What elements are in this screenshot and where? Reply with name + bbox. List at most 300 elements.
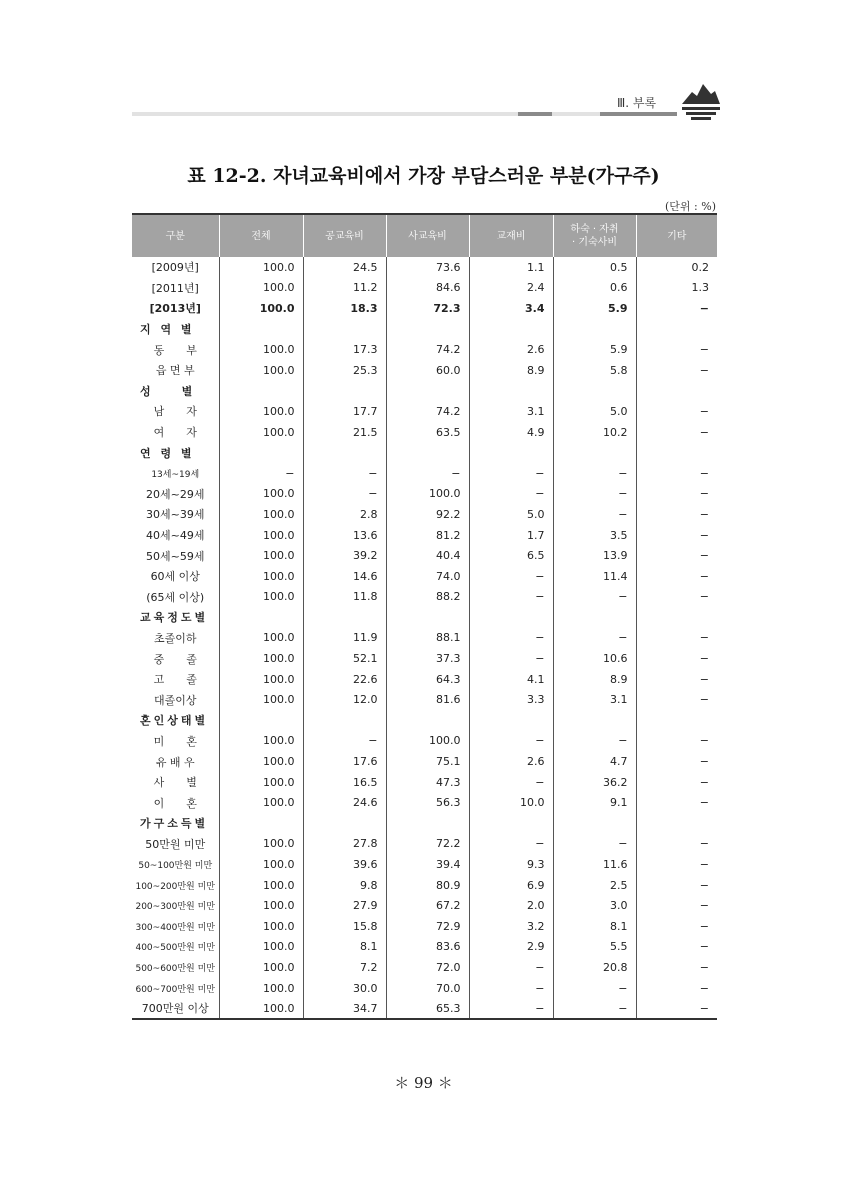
- table-row: [132, 628, 717, 649]
- section-row: [132, 710, 717, 731]
- table-cell: 100.0: [219, 545, 303, 566]
- table-cell: 0.2: [636, 257, 717, 278]
- table-cell: 100.0: [219, 566, 303, 587]
- table-cell: −: [636, 545, 717, 566]
- table-cell: 65.3: [386, 998, 469, 1019]
- section-row: [132, 381, 717, 402]
- table-cell: 100.0: [219, 339, 303, 360]
- table-cell: 72.9: [386, 916, 469, 937]
- table-cell: 100.0: [219, 854, 303, 875]
- table-cell: [469, 607, 553, 628]
- table-cell: 17.6: [303, 751, 386, 772]
- table-cell: [219, 813, 303, 834]
- table-cell: 100.0: [219, 998, 303, 1019]
- table-cell: 100.0: [386, 484, 469, 505]
- table-cell: 13.9: [553, 545, 636, 566]
- row-label: 400~500만원 미만: [135, 943, 216, 954]
- table-cell: −: [219, 463, 303, 484]
- table-cell: −: [553, 463, 636, 484]
- section-label: 성 별: [140, 384, 196, 398]
- table-cell: −: [303, 463, 386, 484]
- row-label: 남 자: [153, 405, 197, 419]
- table-cell: 84.6: [386, 278, 469, 299]
- row-label: 유 배 우: [155, 755, 195, 769]
- table-cell: 15.8: [303, 916, 386, 937]
- table-cell: [553, 319, 636, 340]
- table-row: [132, 401, 717, 422]
- row-label: 이 혼: [153, 796, 197, 810]
- table-cell: 8.9: [469, 360, 553, 381]
- table-cell: 100.0: [219, 628, 303, 649]
- table-cell: 8.9: [553, 669, 636, 690]
- table-cell: 21.5: [303, 422, 386, 443]
- table-cell: −: [636, 916, 717, 937]
- row-label: 50만원 미만: [145, 837, 206, 851]
- row-label: [2009년]: [151, 261, 199, 275]
- column-header: 구분: [132, 214, 219, 257]
- table-cell: [636, 319, 717, 340]
- table-cell: 100.0: [219, 689, 303, 710]
- row-label: 미 혼: [153, 734, 197, 748]
- table-cell: 0.6: [553, 278, 636, 299]
- table-cell: −: [469, 463, 553, 484]
- table-cell: −: [636, 298, 717, 319]
- table-cell: [469, 319, 553, 340]
- table-cell: [386, 319, 469, 340]
- table-cell: 73.6: [386, 257, 469, 278]
- table-cell: −: [636, 998, 717, 1019]
- table-row: [132, 648, 717, 669]
- table-row: [132, 422, 717, 443]
- running-head: Ⅲ. 부록: [617, 96, 657, 110]
- column-header: 전체: [219, 214, 303, 257]
- table-cell: [469, 710, 553, 731]
- table-cell: 100.0: [219, 937, 303, 958]
- table-row: [132, 978, 717, 999]
- table-cell: 14.6: [303, 566, 386, 587]
- table-cell: 75.1: [386, 751, 469, 772]
- table-cell: 37.3: [386, 648, 469, 669]
- header-rule: [132, 112, 677, 116]
- table-cell: [303, 710, 386, 731]
- table-row: [132, 484, 717, 505]
- table-cell: 2.9: [469, 937, 553, 958]
- table-cell: −: [636, 689, 717, 710]
- row-label: 고 졸: [153, 673, 197, 687]
- table-cell: [219, 442, 303, 463]
- table-cell: −: [553, 731, 636, 752]
- table-cell: 100.0: [386, 731, 469, 752]
- table-cell: 72.3: [386, 298, 469, 319]
- table-cell: −: [636, 401, 717, 422]
- table-cell: [303, 381, 386, 402]
- table-cell: 10.0: [469, 792, 553, 813]
- table-cell: 2.5: [553, 875, 636, 896]
- table-cell: −: [469, 978, 553, 999]
- table-row: [132, 339, 717, 360]
- table-cell: 60.0: [386, 360, 469, 381]
- table-cell: −: [636, 628, 717, 649]
- table-cell: 27.9: [303, 895, 386, 916]
- section-row: [132, 442, 717, 463]
- table-cell: [553, 442, 636, 463]
- section-label: 지 역 별: [140, 323, 195, 337]
- table-cell: 92.2: [386, 504, 469, 525]
- table-body: [132, 257, 717, 1019]
- row-label: 30세~39세: [146, 508, 205, 522]
- table-cell: 17.3: [303, 339, 386, 360]
- table-cell: [636, 607, 717, 628]
- table-cell: 4.7: [553, 751, 636, 772]
- data-table: [132, 213, 717, 1020]
- section-row: [132, 813, 717, 834]
- table-cell: −: [636, 360, 717, 381]
- table-cell: [303, 319, 386, 340]
- table-cell: −: [636, 339, 717, 360]
- table-cell: 5.0: [553, 401, 636, 422]
- table-cell: 100.0: [219, 484, 303, 505]
- table-cell: 18.3: [303, 298, 386, 319]
- table-cell: 6.5: [469, 545, 553, 566]
- table-cell: 1.7: [469, 525, 553, 546]
- table-cell: 11.8: [303, 587, 386, 608]
- table-row: [132, 772, 717, 793]
- table-cell: [303, 442, 386, 463]
- table-cell: 100.0: [219, 772, 303, 793]
- table-title: 표 12-2. 자녀교육비에서 가장 부담스러운 부분(가구주): [187, 165, 660, 187]
- table-row: [132, 587, 717, 608]
- table-cell: 80.9: [386, 875, 469, 896]
- table-cell: 11.6: [553, 854, 636, 875]
- column-header: 사교육비: [386, 214, 469, 257]
- table-row: [132, 463, 717, 484]
- table-cell: [303, 607, 386, 628]
- table-cell: [636, 381, 717, 402]
- row-label: 초졸이하: [153, 631, 197, 645]
- unit-note: (단위 : %): [665, 200, 716, 213]
- table-cell: 74.2: [386, 401, 469, 422]
- table-cell: 3.1: [553, 689, 636, 710]
- table-cell: 5.0: [469, 504, 553, 525]
- section-label: 교육정도별: [140, 611, 209, 625]
- row-label: (65세 이상): [146, 590, 205, 604]
- table-cell: 24.6: [303, 792, 386, 813]
- table-row: [132, 957, 717, 978]
- table-cell: 11.4: [553, 566, 636, 587]
- table-cell: 88.1: [386, 628, 469, 649]
- table-cell: [219, 381, 303, 402]
- table-cell: 3.3: [469, 689, 553, 710]
- table-cell: 25.3: [303, 360, 386, 381]
- table-cell: 3.2: [469, 916, 553, 937]
- table-cell: [553, 381, 636, 402]
- table-row: [132, 937, 717, 958]
- row-label: 40세~49세: [146, 529, 205, 543]
- header-rule-accent: [600, 112, 677, 116]
- table-cell: 100.0: [219, 916, 303, 937]
- table-cell: 63.5: [386, 422, 469, 443]
- table-cell: 8.1: [553, 916, 636, 937]
- table-cell: 12.0: [303, 689, 386, 710]
- table-cell: 9.1: [553, 792, 636, 813]
- section-label: 연 령 별: [140, 446, 195, 460]
- table-cell: −: [303, 731, 386, 752]
- table-cell: 11.2: [303, 278, 386, 299]
- table-cell: 100.0: [219, 525, 303, 546]
- table-cell: −: [636, 525, 717, 546]
- table-row: [132, 875, 717, 896]
- table-cell: 16.5: [303, 772, 386, 793]
- table-row: [132, 854, 717, 875]
- table-cell: 30.0: [303, 978, 386, 999]
- table-cell: [469, 442, 553, 463]
- table-cell: 22.6: [303, 669, 386, 690]
- row-label: 100~200만원 미만: [135, 881, 216, 892]
- table-cell: [303, 813, 386, 834]
- table-cell: −: [636, 854, 717, 875]
- table-row: [132, 834, 717, 855]
- table-row: [132, 298, 717, 319]
- table-cell: −: [469, 731, 553, 752]
- table-row: [132, 731, 717, 752]
- table-cell: −: [386, 463, 469, 484]
- table-cell: −: [636, 978, 717, 999]
- table-cell: −: [636, 463, 717, 484]
- page-number: ＊ 99 ＊: [394, 1074, 453, 1092]
- table-cell: 8.1: [303, 937, 386, 958]
- row-label: 500~600만원 미만: [135, 963, 216, 974]
- table-cell: 6.9: [469, 875, 553, 896]
- table-row: [132, 360, 717, 381]
- table-cell: 67.2: [386, 895, 469, 916]
- table-cell: −: [636, 731, 717, 752]
- table-cell: −: [469, 566, 553, 587]
- table-cell: [386, 813, 469, 834]
- row-label: 동 부: [153, 343, 197, 357]
- table-cell: 20.8: [553, 957, 636, 978]
- header-rule-accent: [518, 112, 552, 116]
- table-cell: 72.0: [386, 957, 469, 978]
- table-cell: 81.2: [386, 525, 469, 546]
- table-cell: −: [469, 998, 553, 1019]
- table-row: [132, 257, 717, 278]
- table-cell: 52.1: [303, 648, 386, 669]
- table-row: [132, 998, 717, 1019]
- table-cell: 39.2: [303, 545, 386, 566]
- table-cell: −: [636, 484, 717, 505]
- table-cell: 100.0: [219, 957, 303, 978]
- section-label: 혼인상태별: [140, 714, 209, 728]
- table-cell: 10.2: [553, 422, 636, 443]
- row-label: 읍 면 부: [155, 364, 195, 378]
- table-cell: −: [636, 937, 717, 958]
- row-label: [2013년]: [149, 302, 201, 316]
- table-cell: −: [636, 751, 717, 772]
- table-cell: 72.2: [386, 834, 469, 855]
- table-cell: 5.9: [553, 339, 636, 360]
- table-cell: −: [553, 998, 636, 1019]
- table-cell: −: [636, 504, 717, 525]
- table-cell: [219, 710, 303, 731]
- table-cell: 17.7: [303, 401, 386, 422]
- table-cell: 1.1: [469, 257, 553, 278]
- row-label: 13세~19세: [151, 469, 200, 480]
- table-cell: 0.5: [553, 257, 636, 278]
- table-cell: −: [636, 875, 717, 896]
- table-row: [132, 504, 717, 525]
- table-cell: 2.6: [469, 339, 553, 360]
- table-cell: 2.6: [469, 751, 553, 772]
- section-label: 가구소득별: [140, 817, 209, 831]
- table-cell: −: [636, 834, 717, 855]
- table-cell: 10.6: [553, 648, 636, 669]
- row-label: 60세 이상: [150, 570, 200, 584]
- table-cell: 27.8: [303, 834, 386, 855]
- table-cell: [469, 813, 553, 834]
- table-cell: −: [636, 895, 717, 916]
- table-cell: −: [553, 484, 636, 505]
- table-row: [132, 689, 717, 710]
- table-cell: 2.8: [303, 504, 386, 525]
- table-cell: 100.0: [219, 895, 303, 916]
- table-cell: 100.0: [219, 401, 303, 422]
- table-cell: [553, 607, 636, 628]
- table-row: [132, 916, 717, 937]
- table-cell: [553, 710, 636, 731]
- table-cell: [636, 710, 717, 731]
- table-cell: [469, 381, 553, 402]
- table-cell: [219, 607, 303, 628]
- table-cell: 100.0: [219, 751, 303, 772]
- table-cell: −: [469, 772, 553, 793]
- table-cell: −: [636, 587, 717, 608]
- table-row: [132, 525, 717, 546]
- table-cell: 3.0: [553, 895, 636, 916]
- table-cell: 100.0: [219, 648, 303, 669]
- table-cell: [386, 381, 469, 402]
- table-cell: 3.5: [553, 525, 636, 546]
- table-row: [132, 566, 717, 587]
- table-cell: 64.3: [386, 669, 469, 690]
- table-cell: 9.3: [469, 854, 553, 875]
- table-cell: −: [553, 587, 636, 608]
- table-cell: −: [553, 628, 636, 649]
- table-cell: 3.4: [469, 298, 553, 319]
- table-cell: 5.8: [553, 360, 636, 381]
- table-cell: 2.4: [469, 278, 553, 299]
- table-cell: −: [636, 566, 717, 587]
- table-cell: 74.0: [386, 566, 469, 587]
- table-cell: −: [469, 957, 553, 978]
- row-label: 대졸이상: [153, 693, 197, 707]
- table-cell: 100.0: [219, 587, 303, 608]
- column-header: 하숙 · 자취 · 기숙사비: [553, 214, 636, 257]
- table-header-row: [132, 214, 717, 257]
- row-label: 700만원 이상: [132, 998, 219, 1019]
- table-cell: 100.0: [219, 792, 303, 813]
- table-cell: 39.4: [386, 854, 469, 875]
- table-cell: [636, 442, 717, 463]
- table-cell: 100.0: [219, 360, 303, 381]
- table-cell: −: [469, 834, 553, 855]
- row-label: 중 졸: [153, 652, 197, 666]
- table-row: [132, 278, 717, 299]
- column-header: 기타: [636, 214, 717, 257]
- table-cell: 100.0: [219, 978, 303, 999]
- table-cell: 11.9: [303, 628, 386, 649]
- table-row: [132, 792, 717, 813]
- table-cell: 5.9: [553, 298, 636, 319]
- table-cell: 70.0: [386, 978, 469, 999]
- table-cell: 40.4: [386, 545, 469, 566]
- table-cell: 36.2: [553, 772, 636, 793]
- column-header: 교재비: [469, 214, 553, 257]
- table-cell: 56.3: [386, 792, 469, 813]
- table-row: [132, 895, 717, 916]
- row-label: 600~700만원 미만: [135, 984, 216, 995]
- table-cell: −: [469, 484, 553, 505]
- row-label: 여 자: [153, 426, 197, 440]
- section-row: [132, 319, 717, 340]
- table-cell: −: [553, 834, 636, 855]
- column-header: 공교육비: [303, 214, 386, 257]
- table-cell: 2.0: [469, 895, 553, 916]
- table-cell: 100.0: [219, 875, 303, 896]
- table-cell: −: [553, 978, 636, 999]
- table-row: [132, 751, 717, 772]
- table-cell: [219, 319, 303, 340]
- table-cell: 5.5: [553, 937, 636, 958]
- table-cell: 74.2: [386, 339, 469, 360]
- table-cell: 4.1: [469, 669, 553, 690]
- row-label: 300~400만원 미만: [135, 922, 216, 933]
- table-cell: [553, 813, 636, 834]
- table-cell: 13.6: [303, 525, 386, 546]
- mountain-logo-icon: [680, 78, 722, 122]
- table-cell: 3.1: [469, 401, 553, 422]
- table-cell: [636, 813, 717, 834]
- table-cell: 100.0: [219, 298, 303, 319]
- table-cell: 100.0: [219, 422, 303, 443]
- table-cell: [386, 607, 469, 628]
- table-cell: [386, 442, 469, 463]
- table-cell: 7.2: [303, 957, 386, 978]
- table-cell: 100.0: [219, 257, 303, 278]
- table-cell: −: [469, 648, 553, 669]
- row-label: 사 별: [153, 776, 197, 790]
- table-cell: 100.0: [219, 669, 303, 690]
- row-label: 50~100만원 미만: [138, 861, 213, 872]
- table-cell: 4.9: [469, 422, 553, 443]
- row-label: 20세~29세: [146, 487, 205, 501]
- table-cell: −: [469, 628, 553, 649]
- table-cell: −: [636, 669, 717, 690]
- table-row: [132, 545, 717, 566]
- table-cell: −: [636, 648, 717, 669]
- table-cell: 100.0: [219, 278, 303, 299]
- table-cell: 100.0: [219, 834, 303, 855]
- table-cell: −: [636, 957, 717, 978]
- table-row: [132, 669, 717, 690]
- table-cell: 81.6: [386, 689, 469, 710]
- table-cell: 39.6: [303, 854, 386, 875]
- table-cell: −: [553, 504, 636, 525]
- table-cell: 1.3: [636, 278, 717, 299]
- table-cell: [386, 710, 469, 731]
- table-cell: −: [636, 422, 717, 443]
- section-row: [132, 607, 717, 628]
- table-cell: 34.7: [303, 998, 386, 1019]
